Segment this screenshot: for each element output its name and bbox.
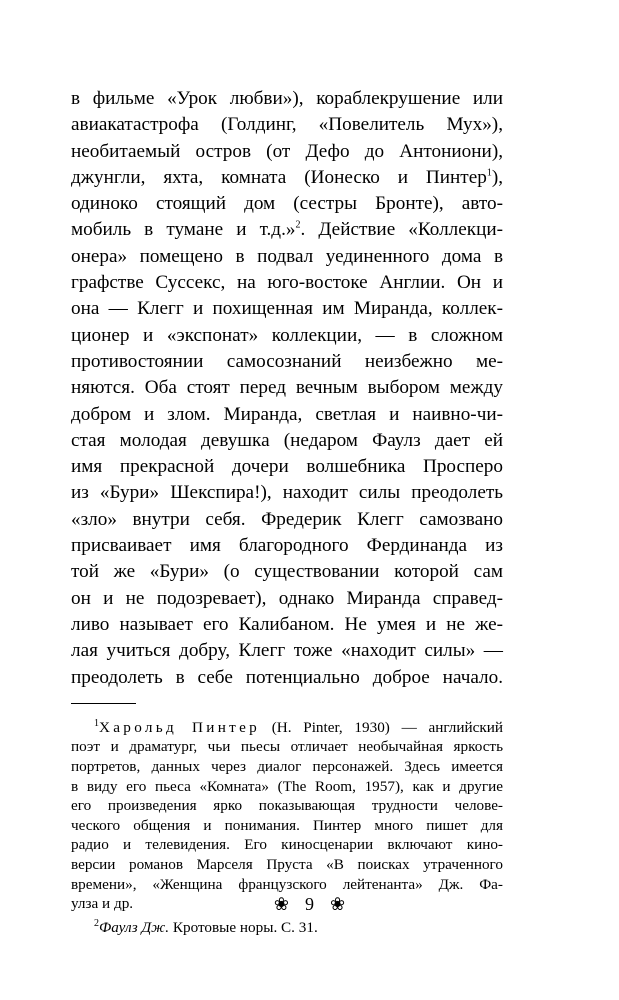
- text-line: стая молодая девушка (недаром Фаулз дает ей: [71, 429, 503, 451]
- footnote-marker: 1: [94, 717, 99, 729]
- text-segment: джунгли, яхта, комната (Ионеско и Пинтер: [71, 166, 487, 188]
- page-number: 9: [305, 894, 314, 914]
- text-line: той же «Бури» (о существовании которой сам: [71, 561, 503, 583]
- text-segment: . Действие «Коллекци-: [300, 219, 503, 241]
- page-footer: [0, 891, 619, 917]
- text-line: она — Клегг и похищенная им Миранда, коллек-: [71, 298, 503, 320]
- text-line: няются. Оба стоят перед вечным выбором между: [71, 377, 503, 399]
- text-line: графстве Суссекс, на юго-востоке Англии. Он и: [71, 272, 503, 294]
- footnote-line: версии романов Марселя Пруста «В поисках утраченного: [71, 855, 503, 873]
- text-line: в фильме «Урок любви»), кораблекрушение или: [71, 88, 503, 109]
- text-line: ливо называет его Калибаном. Не умея и не же-: [71, 613, 503, 635]
- footnote-line: улза и др.: [71, 895, 134, 913]
- text-line: ционер и «экспонат» коллекции, — в сложном: [71, 324, 503, 346]
- text-line: лая учиться добру, Клегг тоже «находит силы» —: [71, 640, 503, 662]
- text-line: из «Бури» Шекспира!), находит силы преодолеть: [71, 482, 503, 504]
- footnote-name: Харольд Пинтер: [99, 718, 261, 736]
- text-line: авиакатастрофа (Голдинг, «Повелитель Мух»),: [71, 114, 503, 136]
- text-segment: (H. Pinter, 1930) — английский: [260, 718, 503, 736]
- text-line: необитаемый остров (от Дефо до Антониони),: [71, 140, 503, 162]
- footnote-2: [71, 918, 503, 938]
- text-line: преодолеть в себе потенциально доброе начало.: [71, 666, 503, 688]
- footnote-author: Фаулз Дж.: [99, 918, 170, 936]
- text-segment: мобиль в тумане и т.д.»: [71, 219, 296, 241]
- footnote-1: [71, 718, 503, 914]
- footnote-line: портретов, данных через диалог персонажей. Здесь имеется: [71, 758, 503, 776]
- ornament-right-icon: ❀: [330, 894, 346, 914]
- text-line: «зло» внутри себя. Фредерик Клегг самозвано: [71, 508, 503, 530]
- text-line: добром и злом. Миранда, светлая и наивно-чи-: [71, 403, 503, 425]
- footnote-line: ческого общения и понимания. Пинтер много пишет для: [71, 816, 503, 834]
- footnote-ref: 2: [295, 220, 301, 232]
- ornament-left-icon: ❀: [273, 894, 289, 914]
- text-line: имя прекрасной дочери волшебника Просперо: [71, 456, 503, 478]
- footnote-ref: 1: [486, 167, 492, 179]
- text-line: противостоянии самосознаний неизбежно ме-: [71, 350, 503, 372]
- text-line: [71, 217, 503, 243]
- text-segment: ),: [491, 166, 503, 188]
- footnote-line: времени», «Женщина французского лейтенанта» Дж. Фа-: [71, 875, 503, 893]
- page-content: [71, 86, 503, 937]
- footnote-line: его произведения ярко показывающая трудности челове-: [71, 797, 503, 815]
- main-text: [71, 86, 503, 691]
- text-line: [71, 165, 503, 191]
- footnote-line: поэт и драматург, чьи пьесы отличает необычайная яркость: [71, 738, 503, 756]
- footnote-divider: [71, 703, 136, 704]
- footnote-marker: 2: [94, 917, 99, 929]
- footnote-line: радио и телевидения. Его киносценарии включают кино-: [71, 836, 503, 854]
- footnote-text: Кротовые норы. С. 31.: [169, 918, 318, 936]
- footnote-line: в виду его пьеса «Комната» (The Room, 1957), как и другие: [71, 777, 503, 795]
- text-line: он и не подозревает), однако Миранда справед-: [71, 587, 503, 609]
- text-line: присваивает имя благородного Фердинанда из: [71, 535, 503, 557]
- text-line: онера» помещено в подвал уединенного дома в: [71, 245, 503, 267]
- text-line: одиноко стоящий дом (сестры Бронте), авто-: [71, 193, 503, 215]
- footnote-line: [71, 718, 503, 738]
